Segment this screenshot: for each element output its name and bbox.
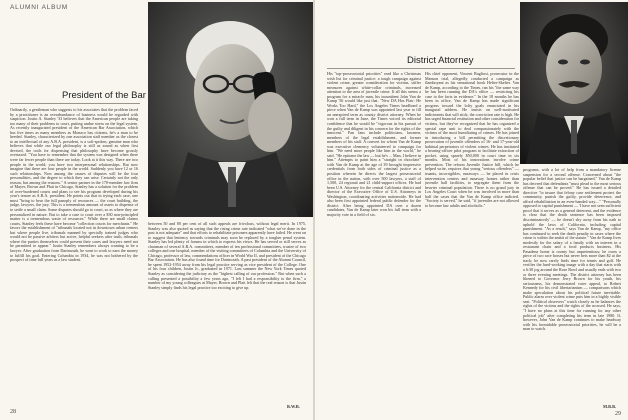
article-column-1: His "top-prosecutorial priorities" read like a Christmas wish list for criminal justice: a tough campaign against violent crime, greater consideration for victims, stiffer measures against white-collar criminals, increased attention to the area of juvenile crime. If all this seems a program for a miracle man, his incumbent John Van de Kamp '56 would like just that. "New DA Has Flair: He Works Too Hard," the Los Angeles Times headlined a piece when Van de Kamp was appointed last year to fill an unexpired term as county district attorney. When he won a full term in June, the Times voiced its editorial confidence that he would be "vigorous in his pursuit of the guilty and diligent in his concern for the rights of the innocent." Fan fans include politicians, lawmen, members of the legal establishment, and former members of his staff. A convert for whom Van de Kamp was executive clemency volunteered to campaign for him. "We need more people like him in the world," he said. "He epitome the law — but he's ... Man, I believe in him." Attempts to paint him a "straight in chocolate" with Van de Kamp at the age of 39 brought impressive credentials from both sides of criminal justice as a position wherein he directs the largest prosecutorial office in the nation, with over 500 lawyers, a staff of 1,500, 24 regional and 21 child-support offices. He had been U.S. Attorney for the central California district and director of the Executive Office of U.S. Attorneys in Washington, coordinating activities nationwide. He had also been first appointed federal public defender for the district. After being appointed DA over a dozen candidates, Van de Kamp later won his full term with a majority vote in a field of six.	[327, 72, 421, 217]
portrait-with-moustache-photo-graphic	[520, 2, 628, 164]
article-column-2: His chief opponent, Vincent Bugliosi, prosecutor in the Manson trial, allegedly conducted a campaign as flamboyant as his sensational book Helter-Skelter. Van de Kamp, according to the Times, ran his "the same way he has been running the DA's office — restricting his case to the facts in evidence." In the 18 months he has been in office, Van de Kamp has made significant progress toward the lofty goals enunciated in his inaugural address. He insists on well-motivated indictments that will stick; the conviction rate is high. He has urged financial restitution and other consideration for victims, but they've recognized that he has organized a special rape unit to deal compassionately with the victims of the most humiliating of crimes. He has joined in introducing a bill permitting the discretionary prosecution of juvenile offenders of 16- and 17-year-old habitual perpetrators of violent crimes. He has instituted a hearing-officer pilot program to facilitate extraction of pocket, using sparely $50,000 in court time in six months. Most of his innovations involve crime prevention. The reform Juvenile Justice bill, which he helped write, requires that young "serious offenders" — truants, incorrigibles, runaways — be placed in crisis intervention centers and runaway homes rather than juvenile hall facilities, to segregate them from the heavier criminal population. There is no grand jury in Los Angeles Court when he was involved in more than half the cases that the Van de Kamp office indicted. "Society is served," he said, "if juveniles are not allowed to become law adults and alcoholic."	[425, 72, 519, 208]
section-header: ALUMNI ALBUM	[10, 4, 69, 11]
article-column-2: between 50 and 80 per cent of all such appeals are frivolous, without legal merit. In 1975, Stanley was also quoted as saying that the rising crime rate indicated "what we've done in the past is not adequate" and that efforts to rehabilitate prisoners apparently have failed. He went on to suggest that leniency towards criminals may soon be replaced by a tougher penal system. Stanley has led plenty of forums in which to express his views. He has served or still serves as chairman of several A.B.A. committees, member of ten professional committees, trustee of two colleges and one hospital, member of the visiting committees of Columbia and the University of Chicago, professor of law, commendations officer in World War II, and president of the Chicago Bar Association. He has also found time for Dartmouth. A past president of the Alumni Council, he spent 1952-1954 away from his legal practice serving as vice president of the College. One of his four children, Justin Jr., graduated in 1971. Last summer the New York Times quoted Stanley as considering the judiciary as the "highest calling of our profession." But when such a calling presented a possibility a few years ago, "I felt I had a responsibility to the firm," a number of my young colleagues at Mayer, Brown and Platt felt that the real reason is that Justin Stanley simply finds his legal practice too exciting to give up.	[148, 222, 306, 290]
author-initials: B.W.B.	[287, 404, 300, 409]
article-title: District Attorney	[407, 55, 474, 66]
right-page	[315, 0, 628, 420]
portrait-on-telephone-photo	[148, 2, 313, 217]
portrait-on-telephone-photo-graphic	[148, 2, 313, 217]
page-number: 29	[615, 411, 621, 417]
left-page	[0, 0, 313, 420]
article-title: President of the Bar	[62, 90, 146, 101]
article-column-1: Ordinarily, a gentleman who suggests to his associates that the problem faced by a practitioner is an overabundance of business would be regarded with suspicion. Justin A. Stanley '33 believes that the American people are taking too many of their problems to court, putting undue stress on the legal system. As recently inaugurated president of the American Bar Association, which has five times as many members as Monaco has citizens, he's a man to be heeded. Stanley, characterized by one association staff member as the closest to an intellectual of any A.B.A. president, is a soft-spoken, genuine man who believes that while our legal philosophy is still as sound as when first devised, the tools for dispensing that philosophy have become grossly overtaxed. "You have to remember that the system was designed when there were far fewer people than there are today. Look at it this way. There are two people in the world; you have two interpersonal relationships. But now imagine that there are four people in the world. Suddenly you have 12 or 16 such relationships. Now among the causes of disputes will be the four personalities, and the degree to which they can arise. Certainly not the only reason, but among the reasons." A senior partner in the 170-member law firm of Mayer, Brown and Platt in Chicago, Stanley has a solution for the problem of over-burdened courts and plans to see his program developed during his year's tenure as A.B.A. president. He points out that in trying each case, one must "bring to bear the full panoply of resources — the court building, the judge, lawyers, the jury. This is a tremendous amount of assets to dispense of to settle a small claim. Some disputes should go to court, so as where they are personalized in nature. But to take a case to court over a $30 non-principled matter is a tremendous waste of resources." While there are small claims courts, Stanley feels these have become "collection courts for merchants." He favors the establishment of "tribunals located not in downtown urban centers but where people live, tribunals manned by specially trained judges who would not be passive arbiters but active, helpful seekers after truth, tribunals where the parties themselves could present their cases and lawyers need not be permitted to appear." Justin Stanley remembers always wanting to be a lawyer. After graduation from Dartmouth, he went to work to earn the money to fulfill his goal. Entering Columbia in 1934, he was not bothered by the prospect of time full years as a law student.	[10, 108, 138, 263]
title-rule	[327, 68, 515, 69]
title-rule	[10, 103, 140, 104]
author-initials: M.B.B.	[603, 404, 617, 409]
page-number: 28	[10, 409, 16, 415]
article-column-3: programs, with a lot of help from a mandatory license suspension for a second offense. Concerned about "the popular belief that justice can be bargained," Van de Kamp has decreed that defendants "must plead to the most serious offense that can be proved." He has issued a detailed directive "to insure that felony case settlement protect the community, punish the guilty, provide deterrence, and afford rehabilitation in an even-handed way...." "Personally opposed to capital punishment — 'I have not seen sufficient proof that it serves as a general deterrent, and the evidence is clear that the death sentence has been imposed discriminatorily' — he doesn't shy away from his oath to uphold the laws of California, including capital punishment. "As a result," says Van de Kamp, "my office has continued to seek the death penalty in cases where the crime is within the ambit of the statute." Van de Kamp lives modestly for the salary of a family with an interest in a restaurant chain and a food products business. His Pasadena home is roomy but unpretentious; he owns a piece of two race horses but never bets more than $2 at the track; he now rarely finds time for tennis and golf. He verifies the hard-working image with a day that starts with a 6:30 jog around the Rose Bowl and usually ends with two or three evening meetings. The district attorney has been likened to Governor Jerry Brown for his youth, his seriousness, his demonstrated voter appeal, to Robert Kennedy for his civil libertarianism — comparisons which make speculation about his political future inevitable. Public alarm over violent crime puts him in a highly visible seat. "Political observers" watch closely as he balances the rights of the victims and the rights of the accused. He says, "I have no plans at this time for running for any other political job" after completing his term in late 1980. If, however, John Van de Kamp continues to make headway with his formidable prosecutorial priorities, he will be a man to watch.	[523, 168, 621, 332]
portrait-with-moustache-photo	[520, 2, 628, 164]
